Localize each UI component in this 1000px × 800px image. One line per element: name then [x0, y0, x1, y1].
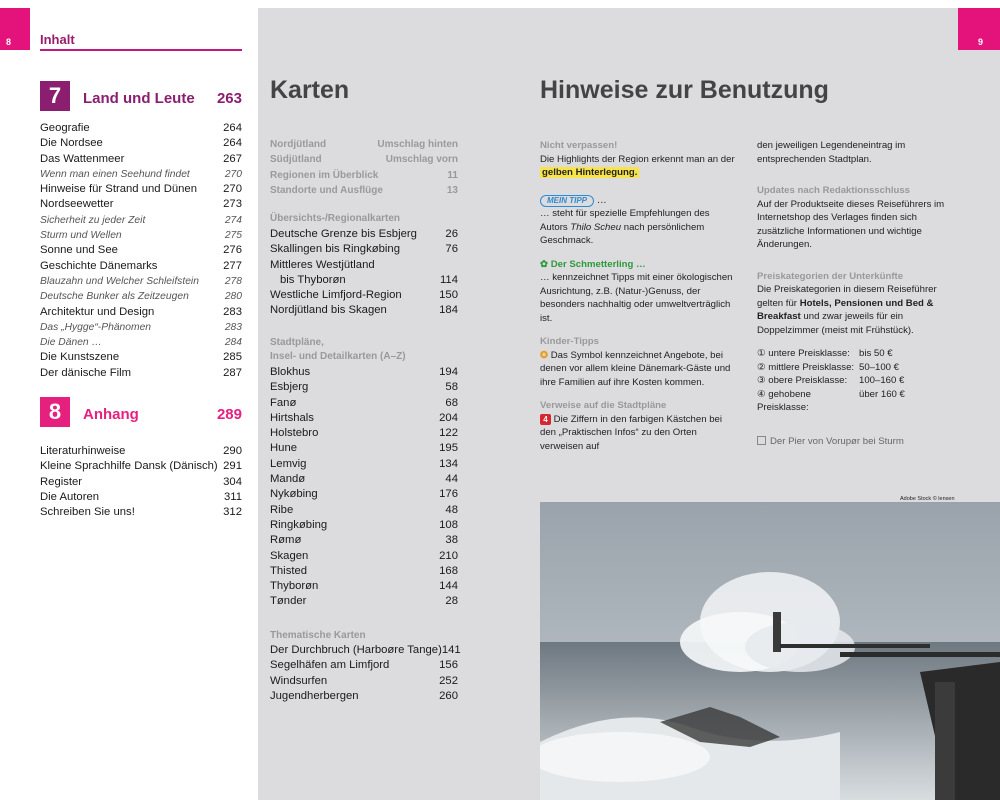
map-entry-page: 48 [445, 503, 458, 516]
map-entry-page: 260 [439, 689, 458, 702]
thematic-maps-list [270, 643, 461, 704]
toc-entry[interactable] [40, 152, 242, 167]
butterfly-icon: ✿ [540, 258, 549, 270]
map-entry-page: 144 [439, 580, 458, 593]
map-entry-label: Thisted [270, 564, 308, 577]
map-entry[interactable] [270, 168, 458, 183]
chapter-8-toc [40, 444, 242, 520]
toc-entry-page: 278 [224, 275, 242, 287]
toc-entry-page: 283 [224, 321, 242, 333]
chapter-8-heading[interactable] [40, 397, 242, 427]
toc-entry[interactable] [40, 274, 242, 289]
toc-entry-label: Das Wattenmeer [40, 152, 125, 165]
map-entry-page: 122 [439, 427, 458, 440]
city-maps-list [270, 365, 458, 610]
karten-title: Karten [270, 76, 350, 104]
map-entry-label: Deutsche Grenze bis Esbjerg [270, 228, 417, 240]
map-entry-label: Holstebro [270, 427, 319, 440]
overview-maps-heading: Übersichts-/Regionalkarten [270, 213, 401, 224]
map-entry-label: bis Thyborøn [280, 273, 346, 286]
toc-entry-page: 273 [223, 198, 242, 211]
chapter-8-page: 289 [216, 406, 242, 423]
updates-text: Auf der Produktseite dieses Reiseführers im Internetshop des Verlages finden sich zusätzliche Informationen und wichtige Änderungen. [757, 198, 945, 250]
toc-entry-page: 290 [223, 445, 242, 457]
toc-entry-label: Sicherheit zu jeder Zeit [40, 214, 146, 226]
map-entry-label: Westliche Limfjord-Region [270, 289, 402, 302]
page-number-left: 8 [0, 8, 30, 50]
map-entry-page: 28 [445, 595, 458, 608]
map-entry-label: Nordjütland bis Skagen [270, 304, 387, 317]
toc-entry-page: 285 [223, 351, 242, 364]
nicht-verpassen-text: Die Highlights der Region erkennt man an der [540, 153, 735, 165]
toc-entry[interactable] [40, 259, 242, 274]
map-entry[interactable] [270, 579, 458, 594]
map-entry-page: 141 [441, 644, 461, 656]
map-entry[interactable] [270, 441, 458, 456]
toc-entry-label: Die Nordsee [40, 137, 103, 150]
map-entry[interactable] [270, 137, 458, 152]
legend-continuation: den jeweiligen Legendeneintrag im entsprechenden Stadtplan. [757, 140, 906, 165]
toc-entry-page: 275 [224, 230, 242, 242]
preis-text: Die Preiskategorien in diesem Reiseführer gelten für [757, 284, 937, 309]
map-entry-page: 156 [439, 659, 458, 672]
map-entry-label: Thyborøn [270, 580, 319, 593]
map-entry[interactable] [270, 643, 461, 658]
pier-caption: Der Pier von Vorupør bei Sturm [770, 435, 904, 447]
city-maps-heading-1: Stadtpläne, [270, 337, 324, 348]
toc-entry-label: Die Kunstszene [40, 351, 120, 364]
map-entry[interactable] [270, 689, 458, 704]
map-entry[interactable] [270, 564, 458, 579]
map-entry-label: Hune [270, 442, 298, 455]
toc-entry-label: Der dänische Film [40, 366, 132, 379]
toc-entry[interactable] [40, 182, 242, 197]
map-entry[interactable] [270, 674, 458, 689]
chapter-8-title: Anhang [83, 406, 139, 423]
chapter-8-number: 8 [40, 397, 70, 427]
updates-heading: Updates nach Redaktionsschluss [757, 185, 911, 196]
toc-entry-page: 291 [223, 460, 242, 473]
toc-entry[interactable] [40, 228, 242, 243]
verweise-heading: Verweise auf die Stadtpläne [540, 400, 667, 411]
toc-entry-label: Geschichte Dänemarks [40, 259, 158, 272]
header-divider [40, 49, 242, 51]
map-entry[interactable] [270, 152, 458, 167]
toc-entry[interactable] [40, 335, 242, 350]
toc-entry-label: Hinweise für Strand und Dünen [40, 183, 197, 196]
preis-text-2: und zwar jeweils für ein Doppelzimmer (meist mit Frühstück). [757, 311, 914, 336]
toc-entry-label: Sturm und Wellen [40, 230, 122, 242]
toc-entry[interactable] [40, 505, 242, 520]
chapter-7-page: 263 [216, 90, 242, 107]
toc-entry[interactable] [40, 167, 242, 182]
map-entry[interactable] [270, 658, 458, 673]
map-entry-page: 13 [446, 184, 458, 196]
map-entry-label: Lemvig [270, 457, 307, 470]
map-entry[interactable] [270, 183, 458, 198]
toc-entry-page: 283 [223, 305, 242, 318]
chapter-7-number: 7 [40, 81, 70, 111]
toc-entry-label: Die Autoren [40, 490, 100, 503]
highlight-example: gelben Hinterlegung. [542, 167, 638, 178]
map-entry-label: Südjütland [270, 154, 322, 166]
price-label: ④ gehobene Preisklasse: [757, 388, 811, 413]
toc-entry-page: 264 [223, 122, 242, 134]
map-entry-label: Tønder [270, 595, 307, 608]
map-entry-page: 44 [445, 473, 458, 486]
map-entry-page: 108 [439, 518, 458, 531]
photo-reference-icon [757, 436, 766, 445]
city-maps-heading-2: Insel- und Detailkarten (A–Z) [270, 351, 406, 362]
price-value: 50–100 € [859, 361, 900, 373]
map-entry[interactable] [270, 273, 458, 288]
toc-entry-page: 287 [223, 366, 242, 379]
toc-entry-label: Wenn man einen Seehund findet [40, 168, 190, 180]
map-entry-label: Der Durchbruch (Harboøre Tange) [270, 644, 442, 656]
page-number-right: 9 [958, 8, 1000, 50]
toc-entry[interactable] [40, 305, 242, 320]
map-entry[interactable] [270, 365, 458, 380]
toc-entry-page: 274 [224, 214, 242, 226]
map-entry[interactable] [270, 457, 458, 472]
preis-heading: Preiskategorien der Unterkünfte [757, 270, 904, 282]
price-value: 100–160 € [859, 375, 905, 386]
toc-entry[interactable] [40, 289, 242, 304]
price-row [757, 347, 961, 361]
price-row [757, 388, 961, 415]
map-entry-page: 184 [439, 304, 458, 317]
map-entry[interactable] [270, 227, 458, 242]
toc-entry[interactable] [40, 490, 242, 505]
child-icon: ✪ [540, 349, 549, 361]
toc-entry[interactable] [40, 350, 242, 365]
price-row [757, 361, 961, 375]
toc-entry-label: Geografie [40, 122, 90, 134]
map-entry[interactable] [270, 503, 458, 518]
chapter-7-heading[interactable] [40, 81, 242, 111]
verweise-text: Die Ziffern in den farbigen Kästchen bei den „Praktischen Infos“ zu den Orten verweisen auf [540, 413, 723, 452]
toc-entry[interactable] [40, 243, 242, 258]
toc-entry[interactable] [40, 366, 242, 381]
pier-storm-photo [540, 502, 1000, 800]
mein-tipp-text-2: nach persönlichem Geschmack. [540, 221, 705, 246]
toc-entry-label: Nordseewetter [40, 198, 114, 211]
hinweise-column-2 [757, 139, 961, 458]
overview-maps-list [270, 227, 458, 319]
map-entry[interactable] [270, 594, 458, 609]
price-label: ③ obere Preisklasse: [757, 375, 848, 386]
toc-entry-page: 267 [223, 152, 242, 165]
map-entry[interactable] [270, 288, 458, 303]
toc-entry-page: 270 [223, 183, 242, 196]
map-entry-label: Nykøbing [270, 488, 318, 501]
map-entry-label: Fanø [270, 396, 297, 409]
section-header-inhalt: Inhalt [40, 32, 75, 47]
map-entry-label: Mittleres Westjütland [270, 258, 375, 271]
map-entry-page: 26 [445, 228, 458, 240]
map-entry-page: 11 [447, 169, 458, 181]
toc-entry[interactable] [40, 136, 242, 151]
map-entry-label: Ringkøbing [270, 518, 328, 531]
toc-entry-page: 311 [223, 490, 242, 503]
map-entry-page: 134 [439, 457, 458, 470]
toc-entry-label: Literaturhinweise [40, 445, 126, 457]
map-entry[interactable] [270, 396, 458, 411]
toc-entry-page: 312 [223, 506, 242, 519]
map-entry-label: Mandø [270, 473, 306, 486]
nicht-verpassen-heading: Nicht verpassen! [540, 140, 618, 151]
map-entry[interactable] [270, 258, 458, 273]
toc-entry-page: 276 [223, 244, 242, 257]
toc-entry[interactable] [40, 213, 242, 228]
toc-entry-page: 304 [223, 475, 242, 488]
price-value: über 160 € [859, 388, 905, 400]
toc-entry-page: 277 [223, 259, 242, 272]
map-entry[interactable] [270, 380, 458, 395]
schmetterling-text: … kennzeichnet Tipps mit einer ökologischen Ausrichtung, z.B. (Natur-)Genuss, der besonders nachhaltig oder umweltverträglich ist. [540, 272, 733, 324]
map-entry-page: 195 [439, 442, 458, 455]
photo-credit: Adobe Stock © lensen [900, 496, 955, 502]
price-label: ② mittlere Preisklasse: [757, 361, 855, 373]
map-entry-page: 210 [439, 549, 458, 562]
hinweise-column-1 [540, 139, 736, 463]
map-entry-page: 168 [439, 564, 458, 577]
storm-pier-illustration [540, 502, 1000, 800]
map-entry[interactable] [270, 518, 458, 533]
chapter-7-title: Land und Leute [83, 90, 195, 107]
toc-entry[interactable] [40, 459, 242, 474]
map-entry-label: Skallingen bis Ringkøbing [270, 243, 400, 256]
mein-tipp-author: Thilo Scheu [570, 221, 622, 233]
toc-entry[interactable] [40, 444, 242, 459]
toc-entry[interactable] [40, 197, 242, 212]
map-entry-label: Hirtshals [270, 411, 314, 424]
map-entry-page: 176 [439, 488, 458, 501]
schmetterling-heading: Der Schmetterling … [550, 258, 646, 270]
map-entry[interactable] [270, 411, 458, 426]
toc-entry-label: Kleine Sprachhilfe Dansk (Dänisch) [40, 460, 218, 473]
map-entry-page: 150 [439, 289, 458, 302]
kinder-tipps-text: Das Symbol kennzeichnet Angebote, bei denen vor allem kleine Dänemark-Gäste und ihre Familien auf ihre Kosten kommen. [540, 349, 731, 388]
toc-entry-label: Blauzahn und Welcher Schleifstein [40, 275, 199, 287]
karten-top-list [270, 137, 458, 198]
toc-entry-page: 270 [224, 168, 242, 180]
map-entry[interactable] [270, 487, 458, 502]
map-entry-page: Umschlag vorn [385, 154, 458, 166]
map-entry-page: 114 [439, 273, 458, 286]
map-entry[interactable] [270, 533, 458, 548]
map-entry-page: Umschlag hinten [377, 139, 458, 150]
map-entry-label: Rømø [270, 534, 302, 547]
toc-entry-label: Deutsche Bunker als Zeitzeugen [40, 291, 189, 303]
toc-entry-page: 280 [224, 291, 242, 303]
map-entry-page: 252 [439, 674, 458, 687]
map-entry-label: Regionen im Überblick [270, 169, 379, 181]
toc-entry-page: 264 [223, 137, 242, 150]
map-entry-label: Skagen [270, 549, 309, 562]
chapter-7-toc [40, 121, 242, 381]
map-entry-page: 204 [439, 411, 458, 424]
mein-tipp-badge: MEIN TIPP [540, 195, 594, 207]
toc-entry-label: Schreiben Sie uns! [40, 506, 135, 519]
toc-entry[interactable] [40, 320, 242, 335]
map-entry-page: 76 [445, 243, 458, 256]
map-entry-page: 58 [445, 381, 458, 394]
kinder-tipps-heading: Kinder-Tipps [540, 336, 599, 347]
mein-tipp-text: … steht für spezielle Empfehlungen des Autors [540, 208, 710, 233]
map-entry-label: Segelhäfen am Limfjord [270, 659, 390, 672]
map-entry[interactable] [270, 303, 458, 318]
toc-entry-label: Register [40, 475, 83, 488]
toc-entry-label: Das „Hygge“-Phänomen [40, 321, 152, 333]
map-entry[interactable] [270, 242, 458, 257]
price-value: bis 50 € [859, 348, 893, 359]
map-entry-label: Nordjütland [270, 139, 327, 150]
mein-tipp-dots: … [596, 194, 607, 206]
map-entry-label: Jugendherbergen [270, 689, 359, 702]
thematic-maps-heading: Thematische Karten [270, 630, 366, 641]
toc-entry[interactable] [40, 121, 242, 136]
map-number-box: 4 [540, 414, 551, 425]
map-entry-label: Windsurfen [270, 674, 328, 687]
map-entry-page: 194 [439, 366, 458, 378]
price-categories [757, 347, 961, 415]
map-entry-label: Blokhus [270, 366, 311, 378]
map-entry[interactable] [270, 426, 458, 441]
toc-entry[interactable] [40, 475, 242, 490]
map-entry[interactable] [270, 472, 458, 487]
map-entry-page: 68 [445, 396, 458, 409]
toc-entry-label: Sonne und See [40, 244, 118, 257]
toc-entry-label: Architektur und Design [40, 305, 155, 318]
price-label: ① untere Preisklasse: [757, 348, 850, 359]
map-entry-page: 38 [445, 534, 458, 547]
toc-entry-page: 284 [224, 337, 242, 349]
map-entry-label: Esbjerg [270, 381, 309, 394]
toc-entry-label: Die Dänen … [40, 337, 102, 349]
hinweise-title: Hinweise zur Benutzung [540, 76, 829, 104]
preis-bold: Hotels, Pensionen und Bed & Breakfast [757, 297, 934, 322]
map-entry-label: Ribe [270, 503, 294, 516]
price-row [757, 374, 961, 388]
map-entry-label: Standorte und Ausflüge [270, 184, 383, 196]
map-entry[interactable] [270, 549, 458, 564]
